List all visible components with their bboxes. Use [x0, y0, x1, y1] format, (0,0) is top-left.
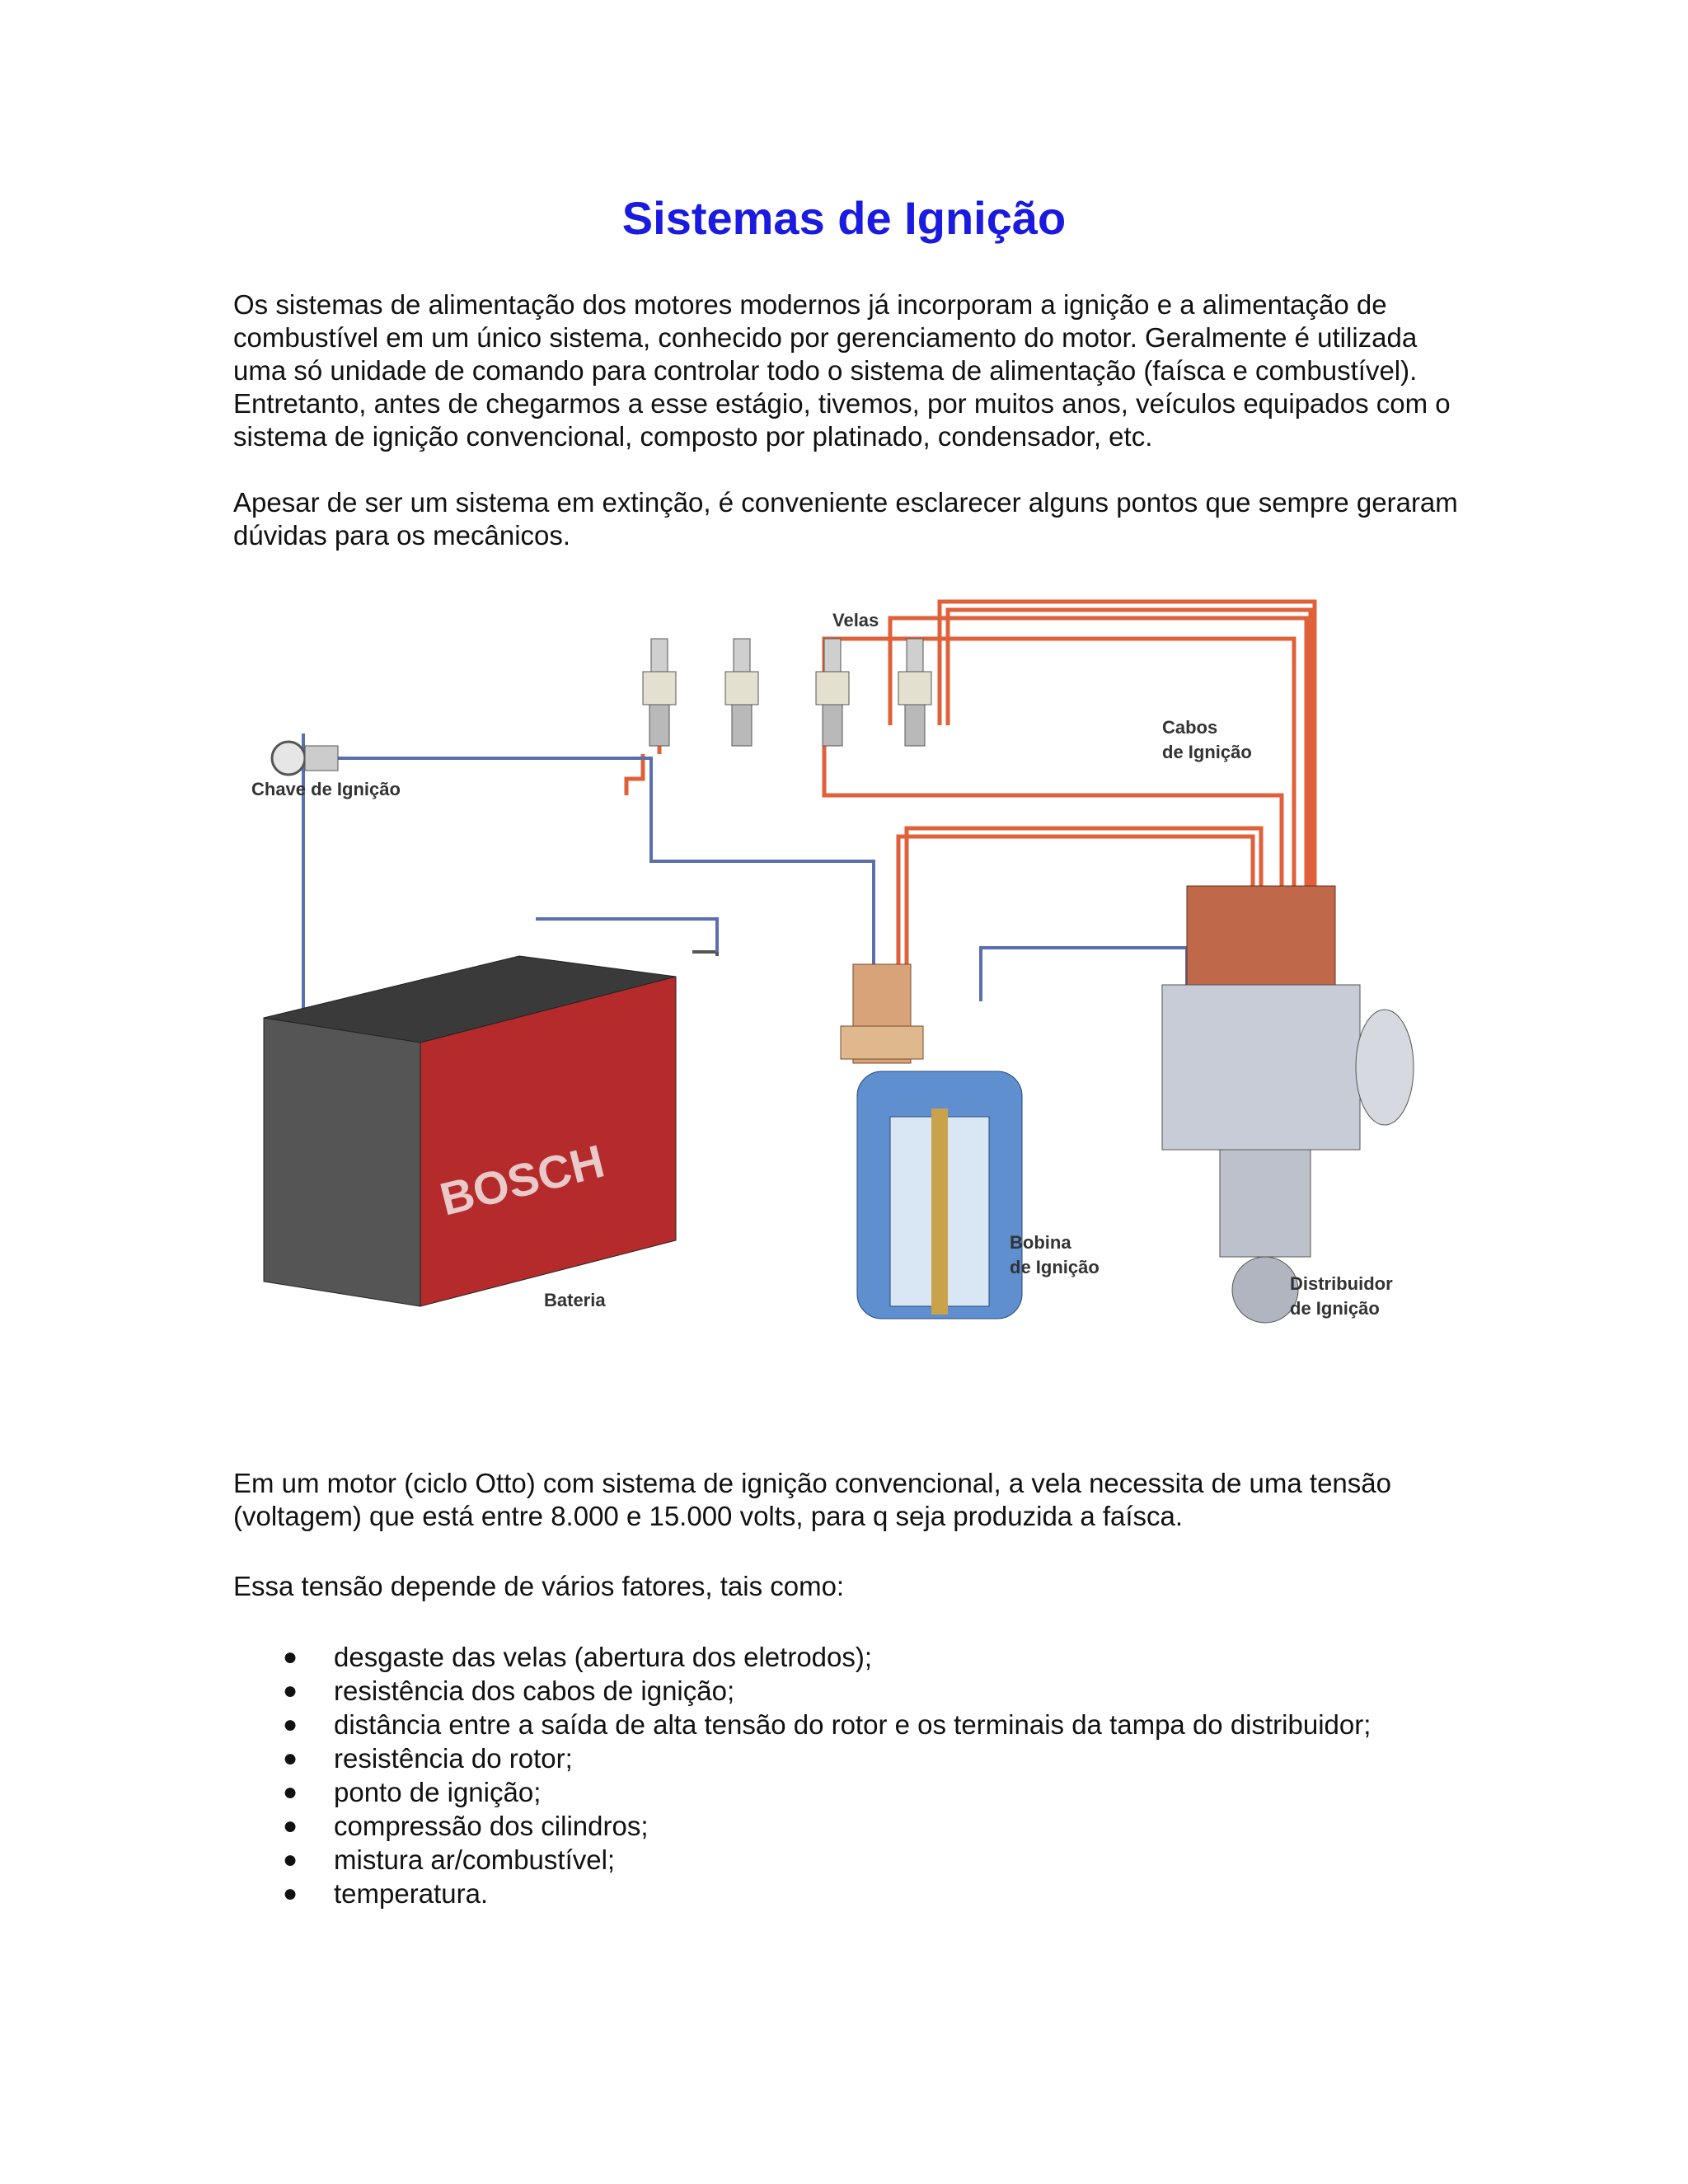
chave-label: Chave de Ignição — [251, 779, 401, 799]
bosch-logo-text: BOSCH — [434, 1134, 610, 1226]
battery-icon — [264, 956, 676, 1306]
bullet-icon: ● — [283, 1812, 298, 1840]
bullet-icon: ● — [283, 1643, 298, 1671]
velas-label: Velas — [832, 610, 879, 630]
bullet-icon: ● — [283, 1846, 298, 1873]
ignition-coil-icon — [841, 964, 1022, 1319]
intro-paragraph: Os sistemas de alimentação dos motores modernos já incorporam a ignição e a alimentação de combustível em um único sistema, conhecido por gerenciamento do motor. Geralmente é utilizada uma só unidade de comando para controlar todo o sistema de alimentação (faísca e combustível). Entretanto, antes de chegarmos a esse estágio, tivemos, por muitos anos, veículos equipados com o sistema de ignição convencional, composto por platinado, condensador, etc. — [233, 289, 1451, 452]
list-item: ● desgaste das velas (abertura dos eletrodos); — [283, 1642, 873, 1672]
bullet-icon: ● — [283, 1880, 298, 1907]
list-item: ● compressão dos cilindros; — [283, 1811, 649, 1841]
bateria-label: Bateria — [544, 1290, 606, 1310]
cabos-label-line2: de Ignição — [1162, 742, 1252, 762]
list-item: ● resistência do rotor; — [283, 1743, 573, 1774]
voltage-paragraph: Em um motor (ciclo Otto) com sistema de ignição convencional, a vela necessita de uma tensão (voltagem) que está entre 8.000 e 15.000 volts, para q seja produzida a faísca. — [233, 1468, 1391, 1531]
factors-intro: Essa tensão depende de vários fatores, tais como: — [233, 1571, 845, 1601]
list-item: ● resistência dos cabos de ignição; — [283, 1675, 735, 1706]
list-item: ● ponto de ignição; — [283, 1777, 542, 1807]
ignition-key-icon — [272, 742, 338, 775]
ignition-system-diagram — [247, 589, 1451, 1352]
bullet-icon: ● — [283, 1779, 298, 1806]
factors-list — [233, 1640, 1470, 1910]
bullet-icon: ● — [283, 1745, 298, 1772]
bobina-label-line1: Bobina — [1010, 1232, 1071, 1253]
list-item: ● distância entre a saída de alta tensão do rotor e os terminais da tampa do distribuidor; — [283, 1709, 1372, 1740]
cabos-label-line1: Cabos — [1162, 717, 1218, 738]
list-item: ● mistura ar/combustível; — [283, 1844, 616, 1875]
distribuidor-label-line2: de Ignição — [1290, 1298, 1380, 1319]
distribuidor-label-line1: Distribuidor — [1290, 1273, 1393, 1294]
page-title: Sistemas de Ignição — [621, 192, 1067, 244]
bullet-icon: ● — [283, 1711, 298, 1738]
low-voltage-wires — [303, 733, 1187, 1010]
list-item: ● temperatura. — [283, 1878, 489, 1909]
distributor-icon — [1162, 886, 1414, 1323]
extinction-paragraph: Apesar de ser um sistema em extinção, é conveniente esclarecer alguns pontos que sempre geraram dúvidas para os mecânicos. — [233, 487, 1458, 551]
bullet-icon: ● — [283, 1677, 298, 1704]
bobina-label-line2: de Ignição — [1010, 1257, 1100, 1277]
